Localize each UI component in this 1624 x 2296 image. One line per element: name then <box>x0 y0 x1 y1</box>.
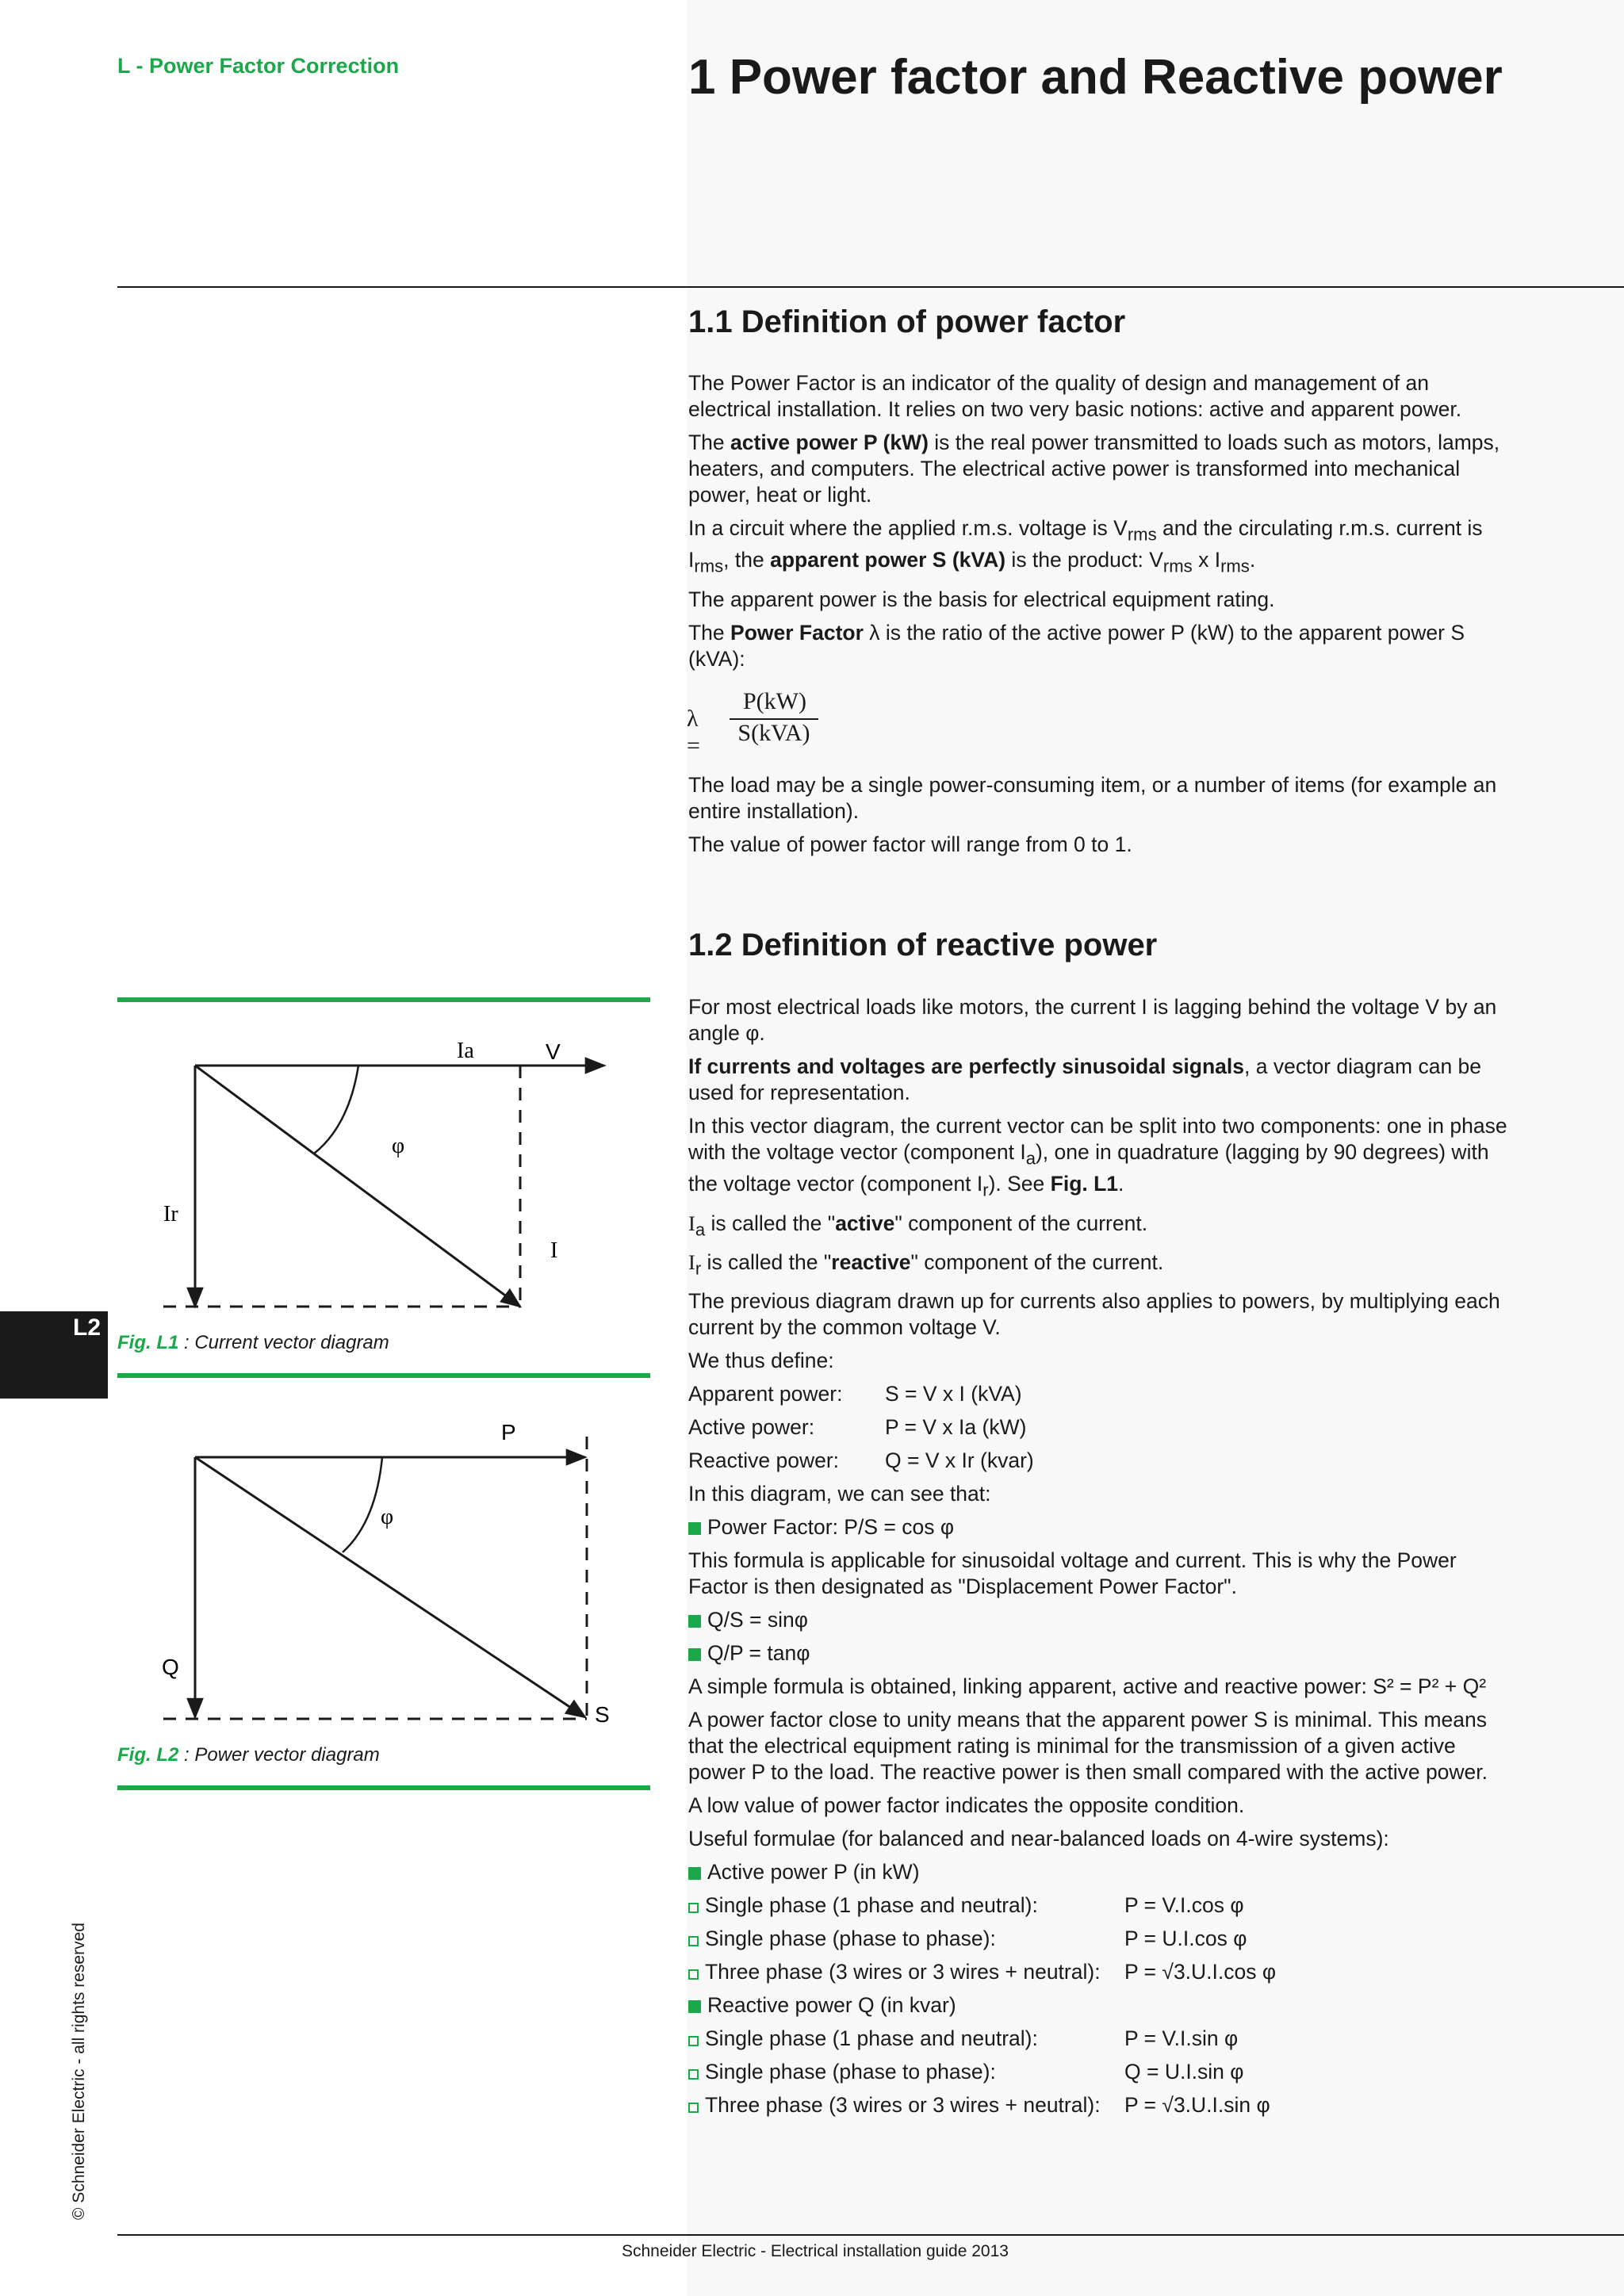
section-1-1-body <box>688 370 1513 679</box>
label-ir: Ir <box>163 1202 178 1226</box>
open-square-bullet-icon <box>688 2036 699 2046</box>
bullet-item: Reactive power Q (in kvar) <box>688 1992 1513 2019</box>
paragraph: For most electrical loads like motors, the current I is lagging behind the voltage V by an angle φ. <box>688 995 1497 1045</box>
section-heading-1-2: 1.2 Definition of reactive power <box>688 928 1158 962</box>
power-vector-diagram <box>0 0 714 1744</box>
paragraph: The Power Factor λ is the ratio of the active power P (kW) to the apparent power S (kVA): <box>688 620 1465 671</box>
formula-numerator: P(kW) <box>743 688 806 714</box>
paragraph: $I_r$ is called the "reactive" component of the current. <box>688 1249 1164 1279</box>
paragraph: This formula is applicable for sinusoidal voltage and current. This is why the Power Factor is then designated as "Displacement Power Factor". <box>688 1548 1457 1599</box>
paragraph: In this diagram, we can see that: <box>688 1482 991 1506</box>
open-square-bullet-icon <box>688 2069 699 2080</box>
formula-row: Single phase (phase to phase): P = U.I.cos φ <box>688 1926 1513 1952</box>
paragraph: A simple formula is obtained, linking apparent, active and reactive power: S² = P² + Q² <box>688 1674 1487 1699</box>
footer-divider <box>117 2234 1624 2236</box>
figure-divider <box>117 1785 650 1790</box>
paragraph: The value of power factor will range from 0 to 1. <box>688 832 1132 856</box>
formula-row: Single phase (1 phase and neutral): P = V.I.sin φ <box>688 2026 1513 2052</box>
open-square-bullet-icon <box>688 2103 699 2113</box>
label-ia: Ia <box>457 1039 474 1063</box>
paragraph: We thus define: <box>688 1349 834 1373</box>
label-v: V <box>546 1039 561 1064</box>
figure-caption: Fig. L2 : Power vector diagram <box>117 1744 380 1766</box>
paragraph: A low value of power factor indicates the opposite condition. <box>688 1793 1245 1818</box>
paragraph: In a circuit where the applied r.m.s. voltage is $V_{rms}$ and the circulating r.m.s. current is $I_{rms}$, the apparent power S (kVA) is the product: $V_{rms}$ x $I_{rms}$. <box>688 516 1483 576</box>
figure-caption: Fig. L1 : Current vector diagram <box>117 1332 389 1353</box>
paragraph: Useful formulae (for balanced and near-balanced loads on 4-wire systems): <box>688 1827 1389 1851</box>
open-square-bullet-icon <box>688 1936 699 1946</box>
formula-lambda: λ = <box>687 706 700 759</box>
definition-row: Apparent power: S = V x I (kVA) <box>688 1382 1022 1406</box>
paragraph: In this vector diagram, the current vector can be split into two components: one in phase with the voltage vector (component $I_a$), one in quadrature (lagging by 90 degrees) with the voltage vector (component $I_r$). See Fig. L1. <box>688 1114 1507 1200</box>
paragraph: If currents and voltages are perfectly sinusoidal signals, a vector diagram can be used for representation. <box>688 1054 1482 1104</box>
formula-row: Single phase (1 phase and neutral): P = V.I.cos φ <box>688 1892 1513 1919</box>
bullet-item: Power Factor: P/S = cos φ <box>688 1514 1513 1540</box>
formula-denominator: S(kVA) <box>737 720 810 746</box>
definition-row: Active power: P = V x Ia (kW) <box>688 1415 1027 1440</box>
label-s: S <box>595 1702 610 1727</box>
label-p: P <box>501 1420 516 1445</box>
page-number-tab <box>0 1311 108 1399</box>
section-1-2-body <box>688 994 1513 2126</box>
filled-square-bullet-icon <box>688 2000 701 2013</box>
bullet-item: Q/S = sinφ <box>688 1607 1513 1633</box>
paragraph: $I_a$ is called the "active" component of the current. <box>688 1211 1148 1239</box>
paragraph: The Power Factor is an indicator of the quality of design and management of an electrical installation. It relies on two very basic notions: active and apparent power. <box>688 371 1462 421</box>
paragraph: The load may be a single power-consuming item, or a number of items (for example an entire installation). <box>688 773 1497 823</box>
label-phi: φ <box>392 1134 405 1158</box>
label-q: Q <box>162 1655 179 1679</box>
section-1-1-body-end <box>688 772 1513 865</box>
label-phi: φ <box>381 1505 394 1529</box>
formula-row: Three phase (3 wires or 3 wires + neutral): P = √3.U.I.sin φ <box>688 2092 1513 2118</box>
copyright-notice: © Schneider Electric - all rights reserved <box>70 1923 88 2220</box>
open-square-bullet-icon <box>688 1903 699 1913</box>
section-heading-1-1: 1.1 Definition of power factor <box>688 304 1126 339</box>
paragraph: The active power P (kW) is the real power transmitted to loads such as motors, lamps, heaters, and computers. The electrical active power is transformed into mechanical power, heat or light. <box>688 430 1500 507</box>
apparent-power-vector <box>195 1457 585 1717</box>
paragraph: The apparent power is the basis for electrical equipment rating. <box>688 587 1275 611</box>
page-number: L2 <box>73 1314 102 1341</box>
definition-row: Reactive power: Q = V x Ir (kvar) <box>688 1448 1034 1473</box>
formula-row: Three phase (3 wires or 3 wires + neutral): P = √3.U.I.cos φ <box>688 1959 1513 1985</box>
page-title: 1 Power factor and Reactive power <box>688 50 1503 105</box>
open-square-bullet-icon <box>688 1969 699 1980</box>
paragraph: A power factor close to unity means that the apparent power S is minimal. This means that the electrical equipment rating is minimal for the transmission of a given active power P to the load. The reactive power is then small compared with the active power. <box>688 1708 1488 1785</box>
formula-row: Single phase (phase to phase): Q = U.I.sin φ <box>688 2059 1513 2085</box>
chapter-section-label: L - Power Factor Correction <box>117 54 400 78</box>
bullet-item: Q/P = tanφ <box>688 1640 1513 1667</box>
paragraph: The previous diagram drawn up for currents also applies to powers, by multiplying each current by the common voltage V. <box>688 1289 1500 1340</box>
bullet-item: Active power P (in kW) <box>688 1859 1513 1885</box>
angle-arc <box>343 1457 382 1552</box>
filled-square-bullet-icon <box>688 1867 701 1880</box>
footer-text: Schneider Electric - Electrical installation guide 2013 <box>622 2242 1009 2260</box>
label-i: I <box>550 1238 558 1263</box>
